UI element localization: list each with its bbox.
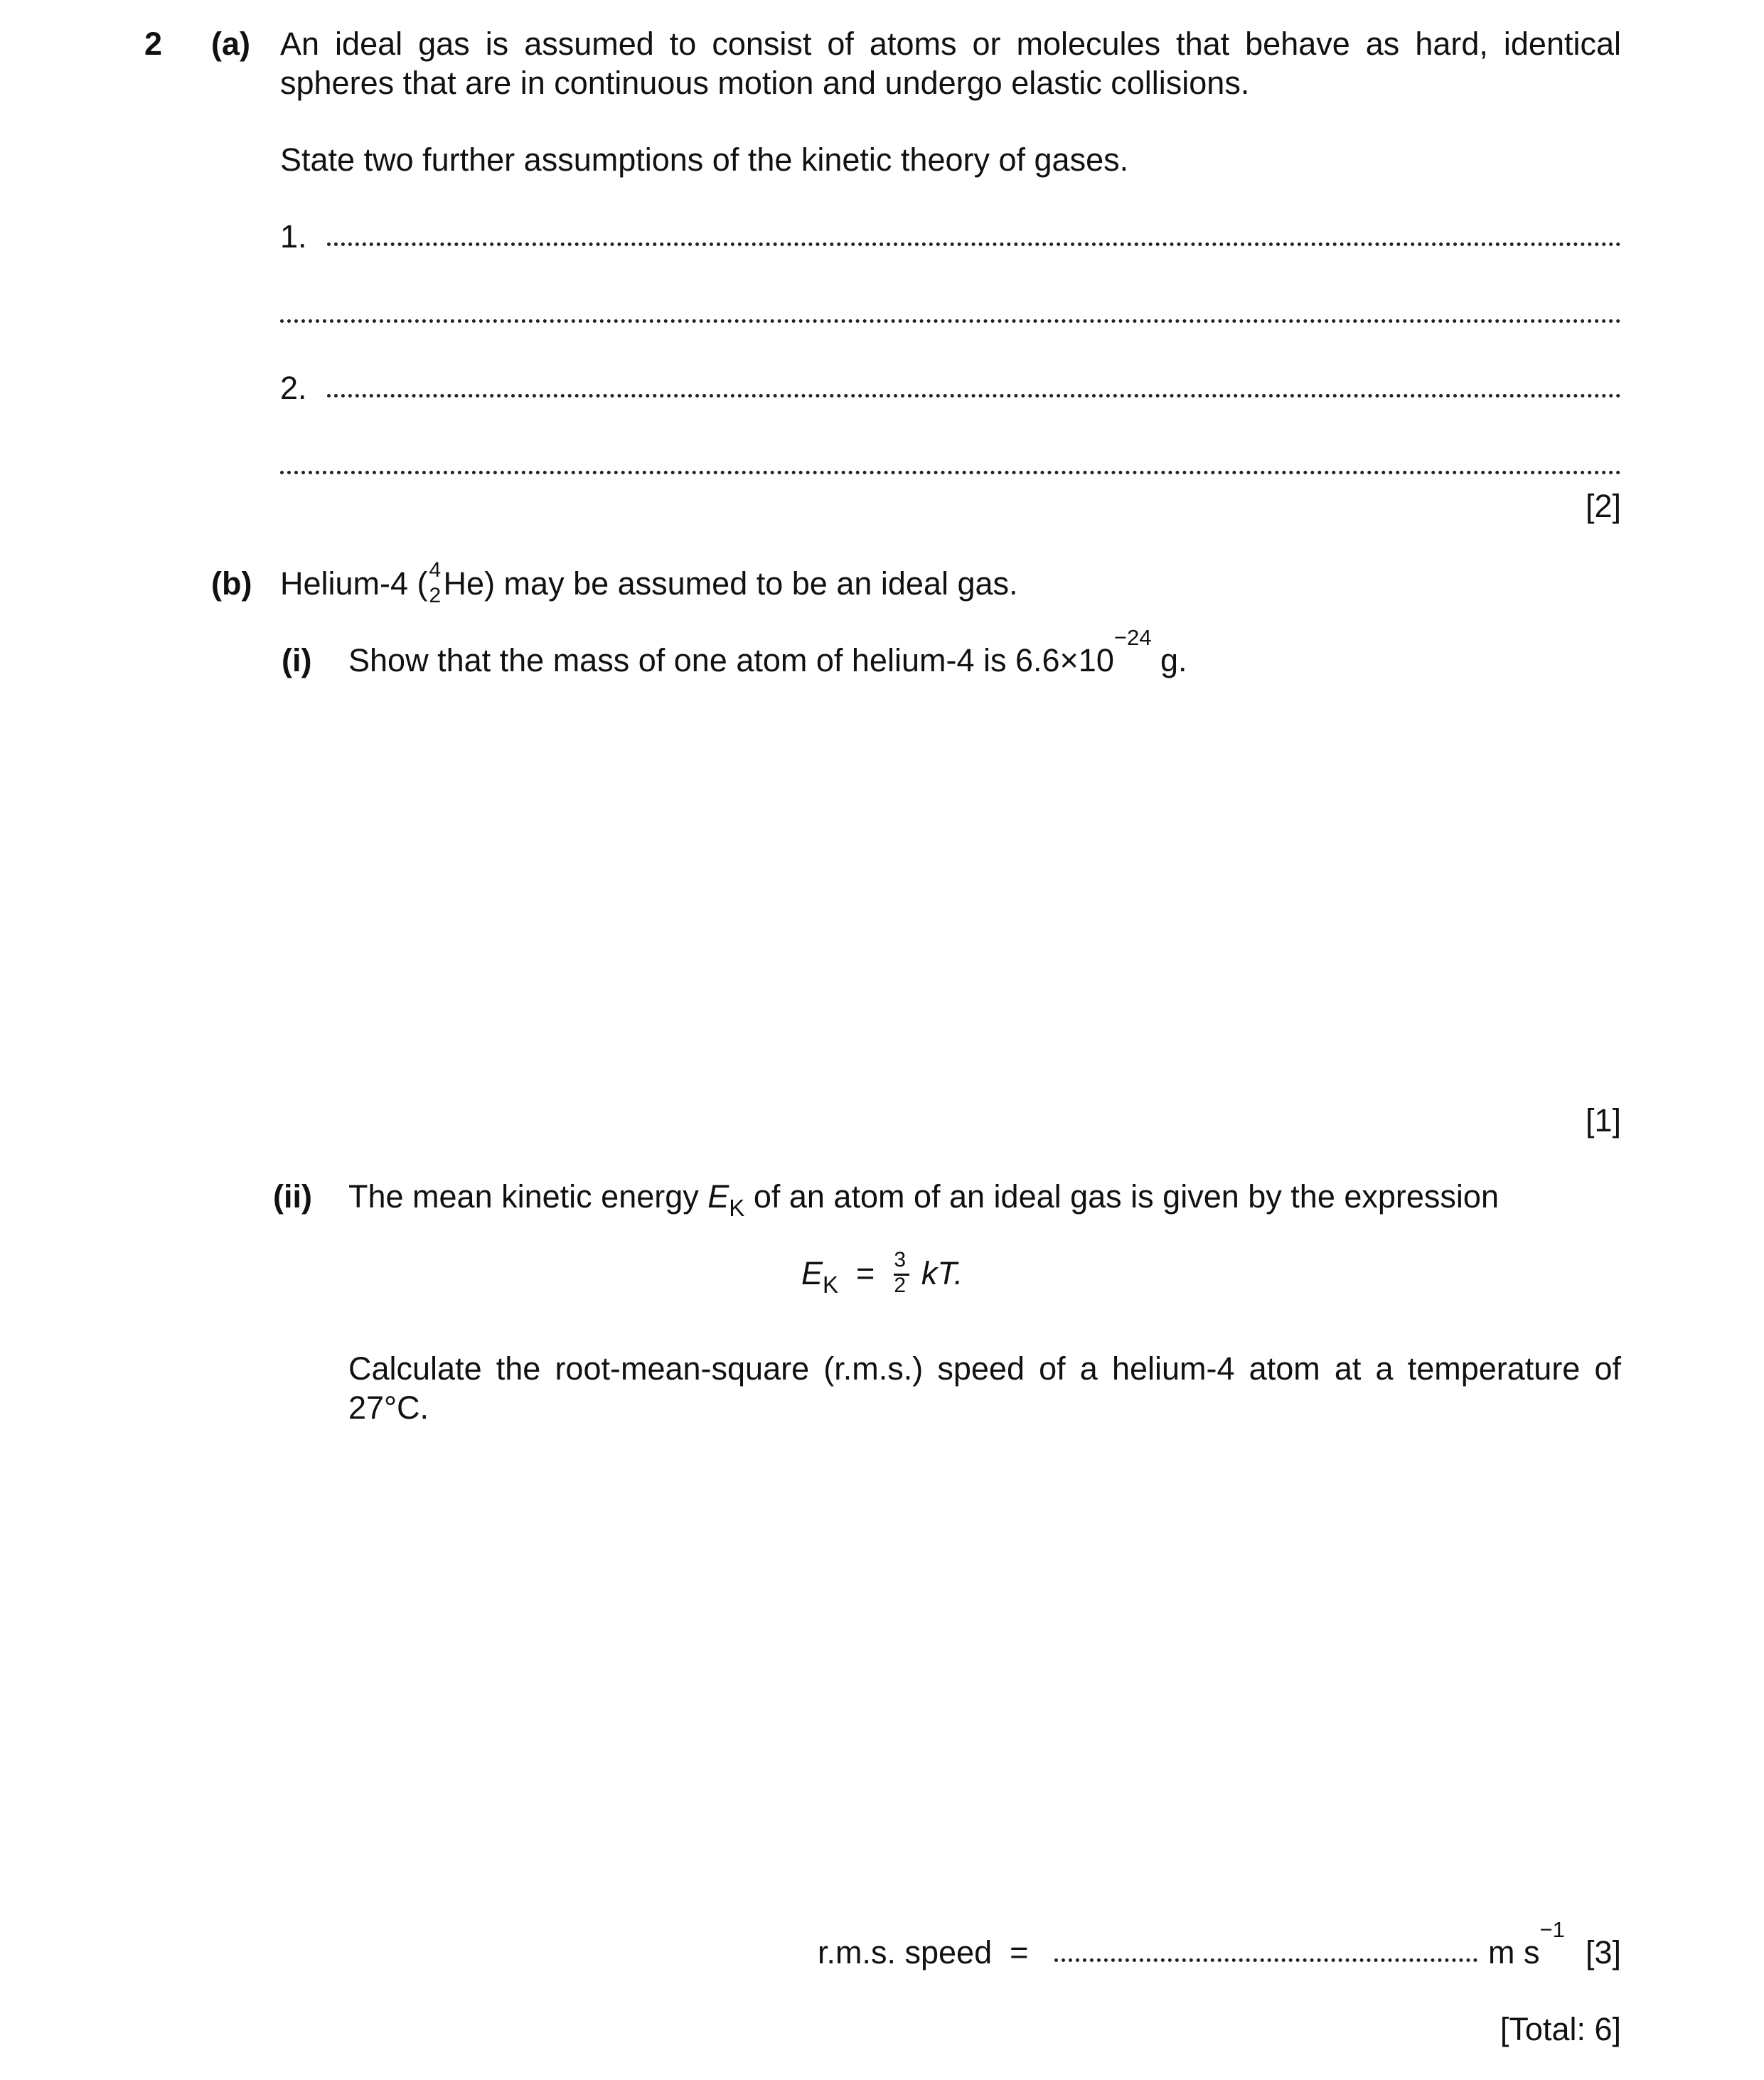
- answer-item-2-number: 2.: [280, 370, 307, 406]
- part-b-ii-marks: [3]: [1585, 1934, 1621, 1970]
- rms-speed-label: r.m.s. speed =: [818, 1934, 1029, 1970]
- part-b-i-text-post: g.: [1160, 642, 1187, 678]
- eq-equals: =: [856, 1255, 875, 1291]
- part-b-text-pre: Helium-4 (: [280, 565, 428, 602]
- part-b-ii-text: [348, 1177, 1499, 1220]
- part-b-i-marks: [1]: [1585, 1102, 1621, 1138]
- eq-fraction: [892, 1248, 912, 1297]
- eq-frac-denominator: 2: [894, 1274, 907, 1297]
- working-space-b-i[interactable]: [280, 704, 1621, 1074]
- answer-line-1b[interactable]: [280, 319, 1621, 323]
- answer-line-2b[interactable]: [280, 471, 1621, 474]
- ek-symbol: E: [707, 1178, 729, 1215]
- calc-instruction-line2: 27°C.: [348, 1390, 429, 1426]
- ek-subscript: K: [729, 1195, 745, 1221]
- question-number: 2: [144, 26, 163, 62]
- part-b-ii-text-post: of an atom of an ideal gas is given by the expression: [753, 1178, 1499, 1215]
- part-b-ii-text-pre: The mean kinetic energy: [348, 1178, 699, 1215]
- rms-speed-answer-line[interactable]: [1054, 1958, 1477, 1962]
- part-a-text-line1: An ideal gas is assumed to consist of atoms or molecules that behave as hard, identical: [280, 26, 1621, 62]
- part-a-marks: [2]: [1585, 488, 1621, 524]
- unit-text: m s: [1488, 1934, 1540, 1970]
- part-a-instruction: State two further assumptions of the kinetic theory of gases.: [280, 142, 1129, 178]
- unit-exponent: −1: [1539, 1917, 1565, 1942]
- eq-lhs-subscript: K: [823, 1271, 839, 1298]
- part-b-text-post: He) may be assumed to be an ideal gas.: [443, 565, 1018, 602]
- part-b-i-text-pre: Show that the mass of one atom of helium-4 is 6.6×10: [348, 642, 1114, 678]
- rms-speed-unit: [1488, 1917, 1565, 1973]
- part-a-text-line2: spheres that are in continuous motion and undergo elastic collisions.: [280, 65, 1250, 101]
- working-space-b-ii[interactable]: [280, 1451, 1621, 1892]
- total-marks: [Total: 6]: [1500, 2011, 1621, 2047]
- eq-frac-numerator: 3: [894, 1248, 907, 1271]
- part-a-label: (a): [211, 26, 250, 62]
- answer-line-2a[interactable]: [327, 394, 1621, 398]
- answer-item-1-number: 1.: [280, 218, 307, 255]
- mass-exponent: −24: [1113, 625, 1152, 650]
- answer-line-1a[interactable]: [327, 242, 1621, 246]
- part-b-statement: [280, 558, 1018, 607]
- isotope-atomic-number: 2: [429, 584, 442, 607]
- kinetic-energy-equation: [801, 1248, 963, 1298]
- part-b-i-text: [348, 625, 1187, 681]
- helium-isotope-notation: [428, 558, 444, 607]
- part-b-i-label: (i): [282, 642, 312, 678]
- eq-rhs: kT.: [921, 1255, 963, 1291]
- part-b-label: (b): [211, 565, 252, 602]
- isotope-mass-number: 4: [429, 558, 442, 582]
- eq-lhs: E: [801, 1255, 823, 1291]
- part-b-ii-label: (ii): [273, 1178, 312, 1215]
- calc-instruction-line1: Calculate the root-mean-square (r.m.s.) speed of a helium-4 atom at a temperature of: [348, 1350, 1621, 1387]
